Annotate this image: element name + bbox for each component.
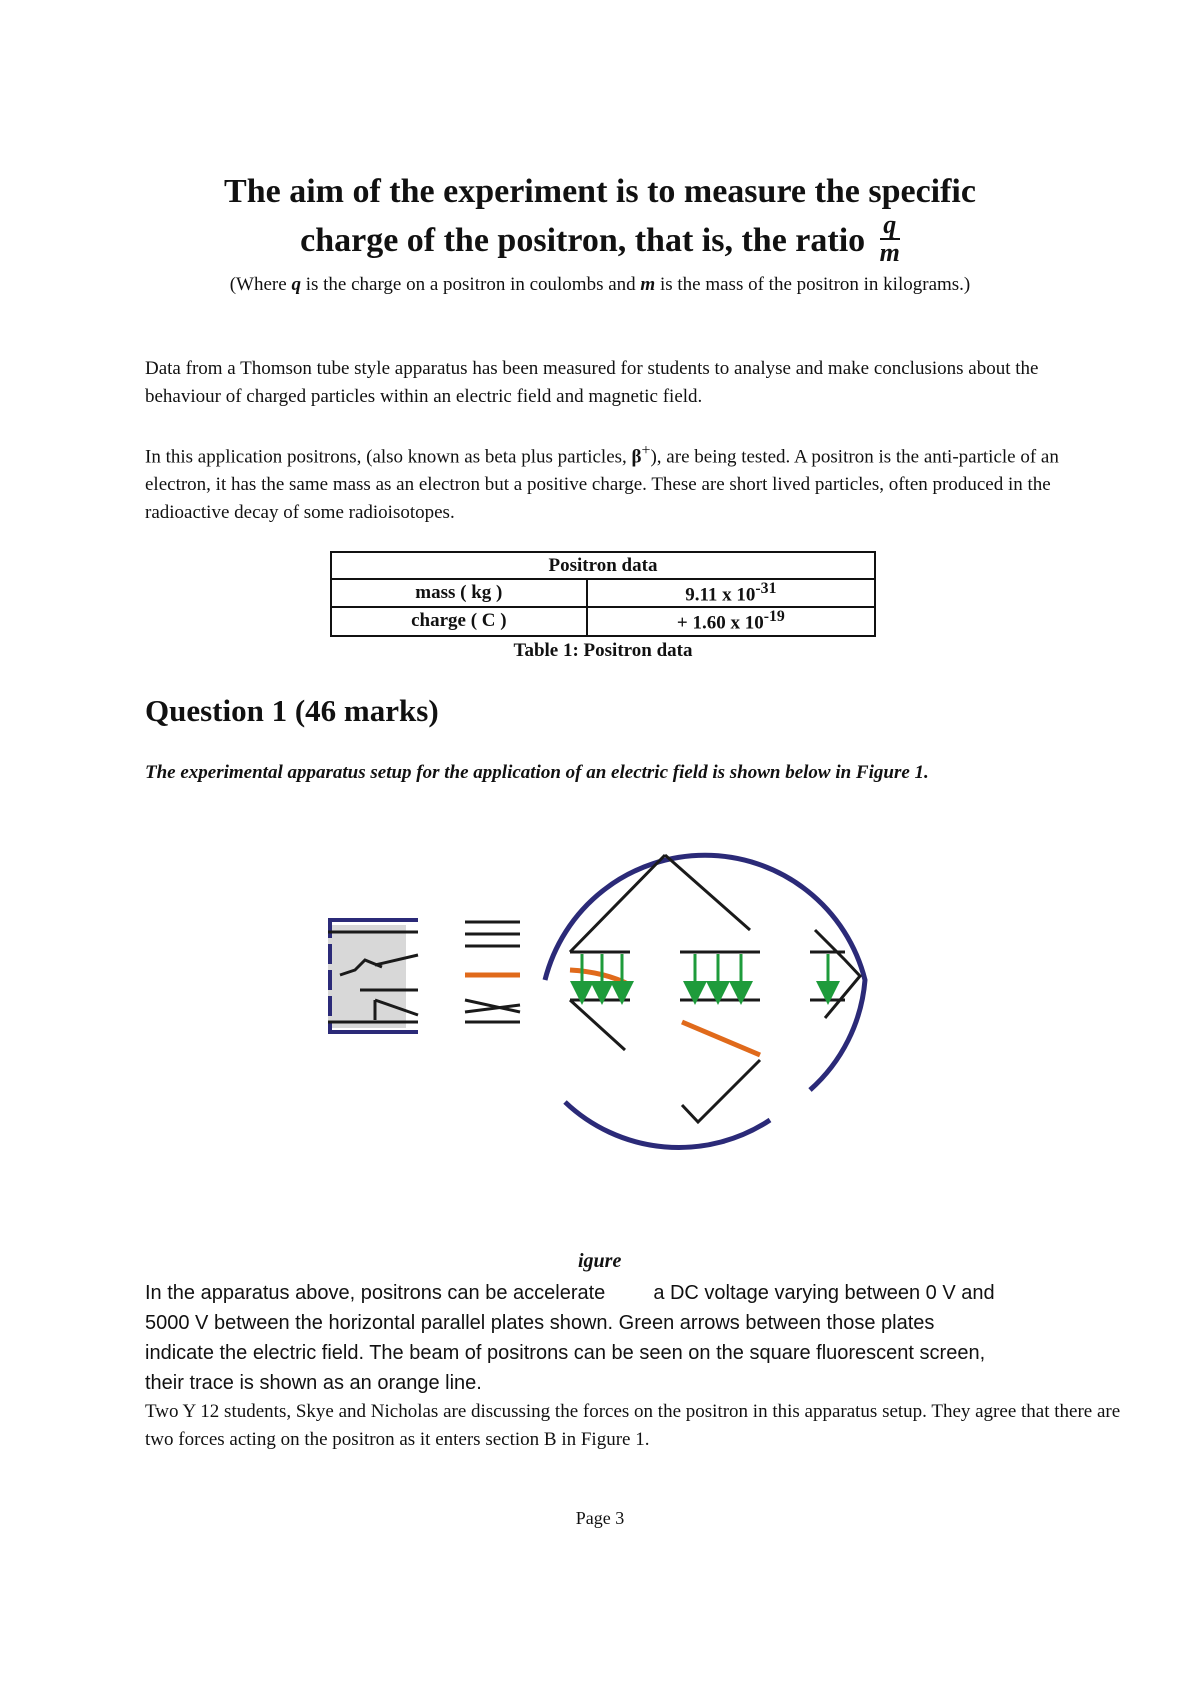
figure-caption: igure: [578, 1250, 622, 1272]
ratio-fraction: [880, 212, 900, 266]
note-open: (Where: [229, 274, 292, 295]
anode-plates: [465, 922, 520, 1022]
body-line-3: indicate the electric field. The beam of positrons can be seen on the square fluorescent screen,: [145, 1342, 986, 1364]
beam-section-b: [682, 1022, 760, 1055]
tube-outline-lower-arc: [565, 1102, 770, 1148]
p2-start: In this application positrons, (also known as beta plus particles,: [145, 446, 632, 468]
mass-value: [587, 579, 875, 607]
note-close: is the mass of the positron in kilograms.): [655, 274, 971, 295]
question-subheading: The experimental apparatus setup for the application of an electric field is shown below in Figure 1.: [145, 762, 929, 783]
electron-gun: [328, 918, 418, 1034]
note-q: q: [291, 274, 301, 295]
apparatus-figure: [320, 800, 880, 1170]
intro-paragraph: Data from a Thomson tube style apparatus has been measured for students to analyse and make conclusions about the behaviour of charged particles within an electric field and magnetic field.: [145, 358, 1039, 407]
fraction-denominator: m: [879, 238, 900, 267]
beta-symbol: β: [631, 446, 642, 468]
body-line-1a: In the apparatus above, positrons can be accelerate: [145, 1282, 606, 1304]
apparatus-description: [145, 1278, 1085, 1398]
body-line-1b: a DC voltage varying between 0 V and: [653, 1282, 995, 1304]
table-caption: Table 1: Positron data: [513, 640, 693, 661]
page-title-text: charge of the positron, that is, the ratio: [300, 221, 866, 259]
charge-value: [587, 607, 875, 635]
body-line-2: 5000 V between the horizontal parallel plates shown. Green arrows between those plates: [145, 1312, 935, 1334]
mass-exponent: -31: [755, 580, 777, 597]
body-line-4: their trace is shown as an orange line.: [145, 1372, 482, 1394]
mass-label: mass ( kg ): [331, 579, 587, 607]
p2-end: ), are being tested. A positron is the anti-particle of an electron, it has the same mass as an electron but a positive charge. These are short lived particles, often produced in the radioactive decay of some radioisotopes.: [145, 446, 1059, 524]
charge-exponent: -19: [763, 608, 785, 626]
table-header: Positron data: [331, 552, 875, 579]
charge-base: + 1.60 x 10: [676, 612, 764, 634]
fraction-numerator: q: [880, 212, 900, 240]
section-b-plates: [665, 855, 760, 1122]
page-title-line2: [0, 210, 1200, 270]
note-mid: is the charge on a positron in coulombs and: [300, 274, 641, 295]
note-m: m: [640, 274, 656, 295]
page-number: Page 3: [575, 1508, 625, 1528]
definition-note: [0, 274, 1200, 296]
body-line-1: [145, 1278, 1085, 1308]
positron-data-table: [330, 551, 876, 637]
table-row: [331, 579, 875, 607]
charge-label: charge ( C ): [331, 607, 587, 635]
field-arrows-b: [695, 954, 741, 993]
page-title-line1: The aim of the experiment is to measure the specific: [224, 173, 976, 210]
table-row: [331, 607, 875, 635]
positron-paragraph: [145, 437, 1065, 527]
section-a-plates: [570, 855, 665, 1050]
question-heading: Question 1 (46 marks): [145, 693, 439, 728]
students-paragraph: Two Y 12 students, Skye and Nicholas are discussing the forces on the positron in this apparatus setup. They agree that there are two forces acting on the positron as it enters section B in Figure 1.: [145, 1401, 1121, 1450]
beta-plus-sign: +: [641, 442, 651, 459]
mass-base: 9.11 x 10: [685, 584, 756, 606]
